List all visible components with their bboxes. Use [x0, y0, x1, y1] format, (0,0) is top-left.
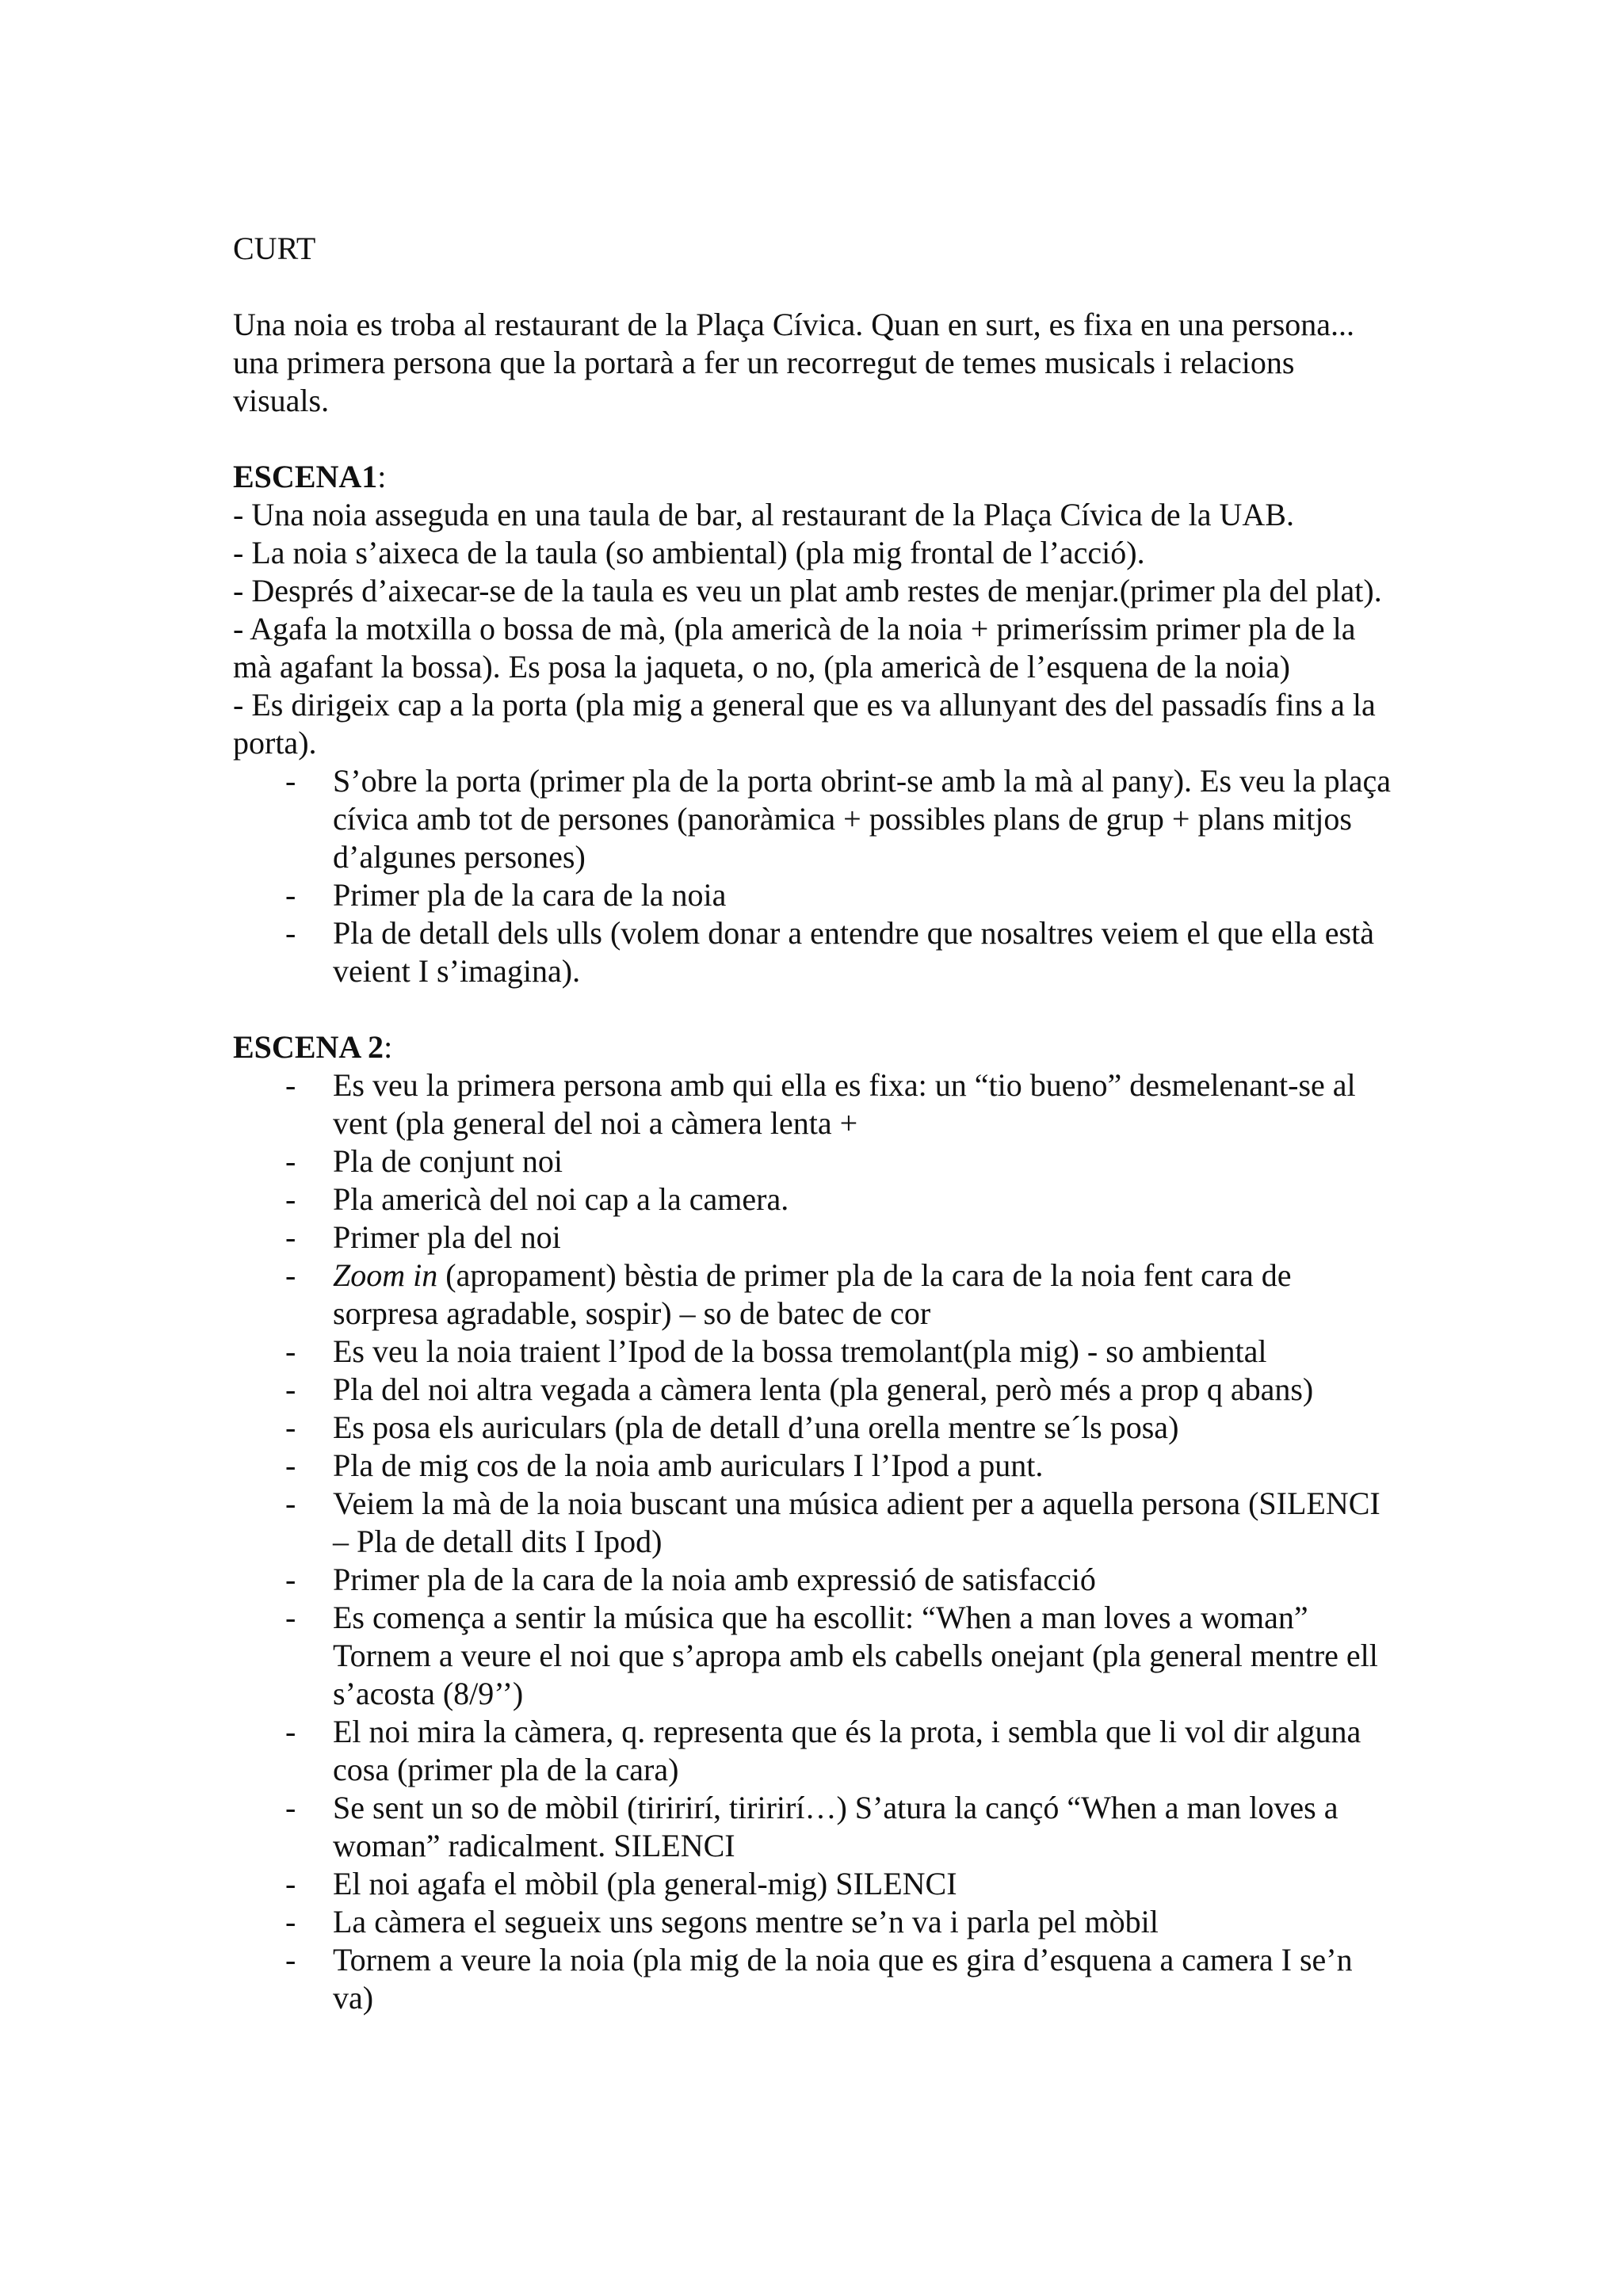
list-item-text: El noi agafa el mòbil (pla general-mig) SILENCI: [333, 1866, 957, 1901]
dash-bullet: -: [285, 1409, 296, 1445]
dash-bullet: -: [285, 1942, 296, 1978]
list-item: [233, 1371, 1398, 1409]
list-item: [233, 914, 1398, 990]
list-item-text: Primer pla de la cara de la noia amb expressió de satisfacció: [333, 1562, 1096, 1597]
list-item: [233, 1865, 1398, 1903]
list-item: [233, 1333, 1398, 1371]
list-item: [233, 1142, 1398, 1180]
list-item-text: (apropament) bèstia de primer pla de la cara de la noia fent cara de sorpresa agradable, sospir) – so de batec de cor: [333, 1257, 1292, 1331]
dash-bullet: -: [285, 1219, 296, 1255]
zoom-in-term: Zoom in: [333, 1257, 438, 1293]
list-item: [233, 1066, 1398, 1142]
document-title: CURT: [233, 231, 316, 266]
list-item: [233, 1561, 1398, 1599]
dash-bullet: -: [285, 1447, 296, 1483]
scene2-heading-label: ESCENA 2: [233, 1029, 384, 1065]
list-item: [233, 1219, 1398, 1257]
scene2-bullet-list: [233, 1066, 1398, 2017]
scene1-heading: [233, 458, 1398, 496]
dash-bullet: -: [285, 1866, 296, 1901]
scene1-bullet-list: [233, 762, 1398, 990]
list-item: [233, 1941, 1398, 2017]
scene1-line: - Una noia asseguda en una taula de bar, al restaurant de la Plaça Cívica de la UAB.: [233, 497, 1294, 532]
scene2-heading-colon: :: [384, 1029, 393, 1065]
list-item-text: Pla de conjunt noi: [333, 1143, 563, 1179]
list-item: [233, 876, 1398, 914]
dash-bullet: -: [285, 1143, 296, 1179]
list-item-text: Veiem la mà de la noia buscant una música adient per a aquella persona (SILENCI – Pla de detall dits I Ipod): [333, 1486, 1381, 1559]
list-item: [233, 1713, 1398, 1789]
list-item: [233, 1180, 1398, 1219]
list-item: [233, 1599, 1398, 1713]
list-item-text: La càmera el segueix uns segons mentre se’n va i parla pel mòbil: [333, 1904, 1159, 1939]
list-item: [233, 1447, 1398, 1485]
dash-bullet: -: [285, 1257, 296, 1293]
scene2-heading: [233, 1028, 1398, 1066]
list-item: [233, 1789, 1398, 1865]
dash-bullet: -: [285, 1333, 296, 1369]
list-item-text: El noi mira la càmera, q. representa que és la prota, i sembla que li vol dir alguna cosa (primer pla de la cara): [333, 1714, 1361, 1787]
scene1-heading-label: ESCENA1: [233, 459, 378, 494]
dash-bullet: -: [285, 1181, 296, 1217]
dash-bullet: -: [285, 1486, 296, 1521]
dash-bullet: -: [285, 1371, 296, 1407]
list-item-text: Pla de mig cos de la noia amb auriculars I l’Ipod a punt.: [333, 1447, 1044, 1483]
list-item-text: Pla americà del noi cap a la camera.: [333, 1181, 789, 1217]
list-item-text: Es posa els auriculars (pla de detall d’una orella mentre se´ls posa): [333, 1409, 1179, 1445]
dash-bullet: -: [285, 1600, 296, 1635]
list-item-text: Pla de detall dels ulls (volem donar a entendre que nosaltres veiem el que ella està veient I s’imagina).: [333, 915, 1374, 989]
scene1-heading-colon: :: [377, 459, 387, 494]
list-item: [233, 1409, 1398, 1447]
scene1-line: - La noia s’aixeca de la taula (so ambiental) (pla mig frontal de l’acció).: [233, 535, 1145, 570]
dash-bullet: -: [285, 1904, 296, 1939]
scene1-line: - Després d’aixecar-se de la taula es veu un plat amb restes de menjar.(primer pla del plat).: [233, 573, 1382, 608]
dash-bullet: -: [285, 915, 296, 951]
list-item: [233, 762, 1398, 876]
dash-bullet: -: [285, 1714, 296, 1749]
list-item: [233, 1903, 1398, 1941]
dash-bullet: -: [285, 1790, 296, 1825]
list-item-text: Primer pla del noi: [333, 1219, 561, 1255]
list-item-text: S’obre la porta (primer pla de la porta obrint-se amb la mà al pany). Es veu la plaça cívica amb tot de persones (panoràmica + possibles plans de grup + plans mitjos d’algunes persones): [333, 763, 1392, 875]
intro-paragraph: Una noia es troba al restaurant de la Plaça Cívica. Quan en surt, es fixa en una persona... una primera persona que la portarà a fer un recorregut de temes musicals i relacions visuals.: [233, 307, 1355, 418]
list-item-text: Es veu la primera persona amb qui ella es fixa: un “tio bueno” desmelenant-se al vent (pla general del noi a càmera lenta +: [333, 1067, 1356, 1141]
list-item-text: Primer pla de la cara de la noia: [333, 877, 727, 913]
scene1-line: - Es dirigeix cap a la porta (pla mig a general que es va allunyant des del passadís fins a la porta).: [233, 687, 1376, 761]
list-item-text: Tornem a veure la noia (pla mig de la noia que es gira d’esquena a camera I se’n va): [333, 1942, 1353, 2016]
dash-bullet: -: [285, 1562, 296, 1597]
document-body: [233, 230, 1398, 2017]
dash-bullet: -: [285, 877, 296, 913]
dash-bullet: -: [285, 1067, 296, 1103]
dash-bullet: -: [285, 763, 296, 799]
list-item-zoom: [233, 1257, 1398, 1333]
list-item-text: Es veu la noia traient l’Ipod de la bossa tremolant(pla mig) - so ambiental: [333, 1333, 1267, 1369]
list-item-text: Pla del noi altra vegada a càmera lenta (pla general, però més a prop q abans): [333, 1371, 1314, 1407]
list-item-text: Es comença a sentir la música que ha escollit: “When a man loves a woman” Tornem a veure el noi que s’apropa amb els cabells onejant (pla general mentre ell s’acosta (8/9’’): [333, 1600, 1378, 1711]
list-item: [233, 1485, 1398, 1561]
list-item-text: Se sent un so de mòbil (tiririrí, tiririrí…) S’atura la cançó “When a man loves a woman” radicalment. SILENCI: [333, 1790, 1338, 1863]
scene1-line: - Agafa la motxilla o bossa de mà, (pla americà de la noia + primeríssim primer pla de la mà agafant la bossa). Es posa la jaqueta, o no, (pla americà de l’esquena de la noia): [233, 611, 1356, 685]
